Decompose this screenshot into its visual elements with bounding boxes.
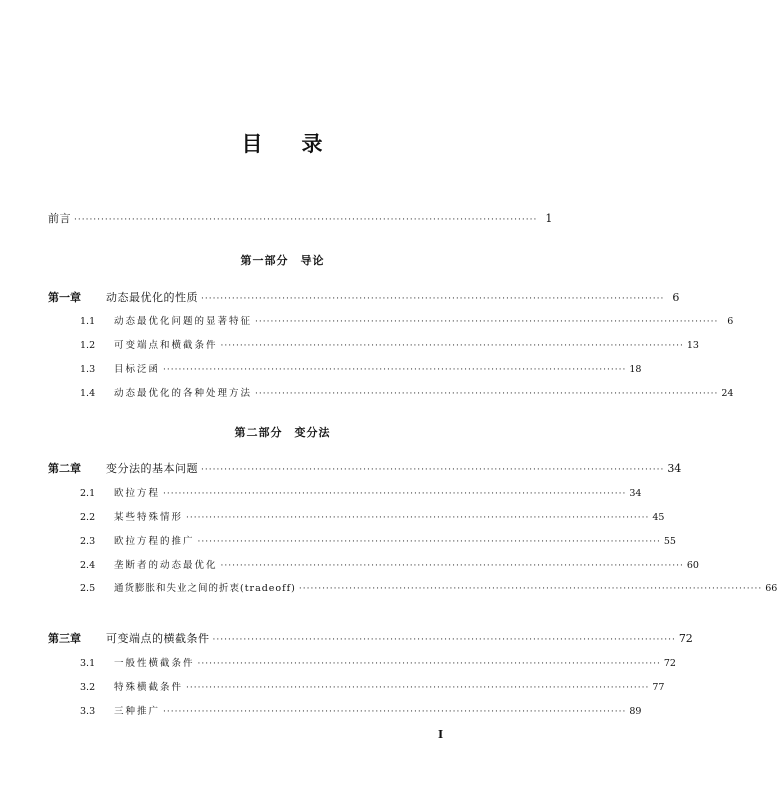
section-title: 一般性横截条件 — [114, 658, 195, 669]
part-heading-1 — [0, 252, 565, 268]
section-number: 1.2 — [80, 340, 96, 351]
toc-section — [80, 385, 734, 399]
section-number: 3.2 — [80, 682, 96, 693]
toc-section — [80, 679, 665, 693]
section-page: 13 — [686, 340, 699, 351]
section-number: 3.3 — [80, 706, 96, 717]
leader-dots: ························································································································ — [255, 317, 719, 327]
section-page: 89 — [629, 706, 642, 717]
part-label: 第一部分 — [240, 254, 289, 267]
section-title: 通货膨胀和失业之间的折衷(tradeoff) — [114, 583, 296, 594]
toc-section — [80, 313, 734, 327]
chapter-page: 34 — [667, 462, 682, 475]
part-title: 变分法 — [294, 426, 331, 439]
section-title: 目标泛函 — [114, 364, 161, 375]
toc-chapter-2 — [48, 460, 682, 476]
leader-dots: ························································································································ — [163, 707, 627, 717]
toc-section — [80, 655, 676, 669]
leader-dots: ························································································································ — [255, 389, 719, 399]
section-page: 55 — [663, 536, 676, 547]
leader-dots: ························································································································ — [212, 635, 676, 645]
leader-dots: ························································································································ — [298, 584, 763, 594]
section-page: 34 — [629, 488, 642, 499]
toc-section — [80, 580, 777, 594]
section-page: 77 — [652, 682, 665, 693]
section-title: 可变端点和横截条件 — [114, 340, 218, 351]
section-page: 45 — [652, 512, 665, 523]
section-title: 垄断者的动态最优化 — [114, 560, 218, 571]
page-title — [0, 128, 565, 158]
section-page: 66 — [765, 583, 777, 594]
chapter-title: 可变端点的横截条件 — [106, 632, 210, 645]
section-title: 欧拉方程的推广 — [114, 536, 195, 547]
toc-section — [80, 533, 676, 547]
leader-dots: ························································································································ — [220, 561, 684, 571]
leader-dots: ························································································································ — [201, 465, 665, 475]
section-title: 欧拉方程 — [114, 488, 161, 499]
part-label: 第二部分 — [234, 426, 283, 439]
section-title: 特殊横截条件 — [114, 682, 184, 693]
section-number: 3.1 — [80, 658, 96, 669]
page-title-char-1: 目 — [241, 132, 264, 156]
section-title: 三种推广 — [114, 706, 161, 717]
page-title-char-2: 录 — [301, 132, 324, 156]
toc-section — [80, 485, 642, 499]
chapter-title: 动态最优化的性质 — [106, 291, 198, 304]
section-page: 24 — [721, 388, 734, 399]
section-number: 1.3 — [80, 364, 96, 375]
toc-section — [80, 557, 699, 571]
toc-preface-label: 前言 — [48, 212, 71, 225]
toc-chapter-3 — [48, 630, 693, 646]
toc-section — [80, 361, 642, 375]
chapter-page: 6 — [672, 291, 680, 304]
section-title: 某些特殊情形 — [114, 512, 184, 523]
section-number: 2.3 — [80, 536, 96, 547]
leader-dots: ························································································································ — [220, 341, 684, 351]
section-title: 动态最优化问题的显著特征 — [114, 316, 253, 327]
section-number: 2.1 — [80, 488, 96, 499]
chapter-number: 第二章 — [48, 462, 81, 475]
part-heading-2 — [0, 424, 565, 440]
section-number: 1.1 — [80, 316, 96, 327]
page-folio: I — [438, 728, 444, 741]
leader-dots: ························································································································ — [163, 489, 627, 499]
section-number: 2.5 — [80, 583, 96, 594]
section-number: 1.4 — [80, 388, 96, 399]
section-number: 2.2 — [80, 512, 96, 523]
section-page: 60 — [686, 560, 699, 571]
toc-section — [80, 509, 665, 523]
section-page: 72 — [663, 658, 676, 669]
part-title: 导论 — [300, 254, 325, 267]
chapter-number: 第三章 — [48, 632, 81, 645]
toc-chapter-1 — [48, 289, 680, 305]
section-number: 2.4 — [80, 560, 96, 571]
section-page: 18 — [629, 364, 642, 375]
toc-preface-page: 1 — [545, 212, 553, 225]
leader-dots: ························································································································ — [197, 537, 661, 547]
toc-preface — [48, 210, 553, 226]
chapter-title: 变分法的基本问题 — [106, 462, 198, 475]
leader-dots: ························································································································ — [163, 365, 627, 375]
section-title: 动态最优化的各种处理方法 — [114, 388, 253, 399]
leader-dots: ························································································································ — [186, 683, 650, 693]
section-page: 6 — [727, 316, 734, 327]
leader-dots: ························································································································ — [74, 215, 538, 225]
chapter-number: 第一章 — [48, 291, 81, 304]
toc-section — [80, 337, 699, 351]
toc-section — [80, 703, 642, 717]
leader-dots: ························································································································ — [197, 659, 661, 669]
chapter-page: 72 — [678, 632, 693, 645]
leader-dots: ························································································································ — [201, 294, 665, 304]
leader-dots: ························································································································ — [186, 513, 650, 523]
